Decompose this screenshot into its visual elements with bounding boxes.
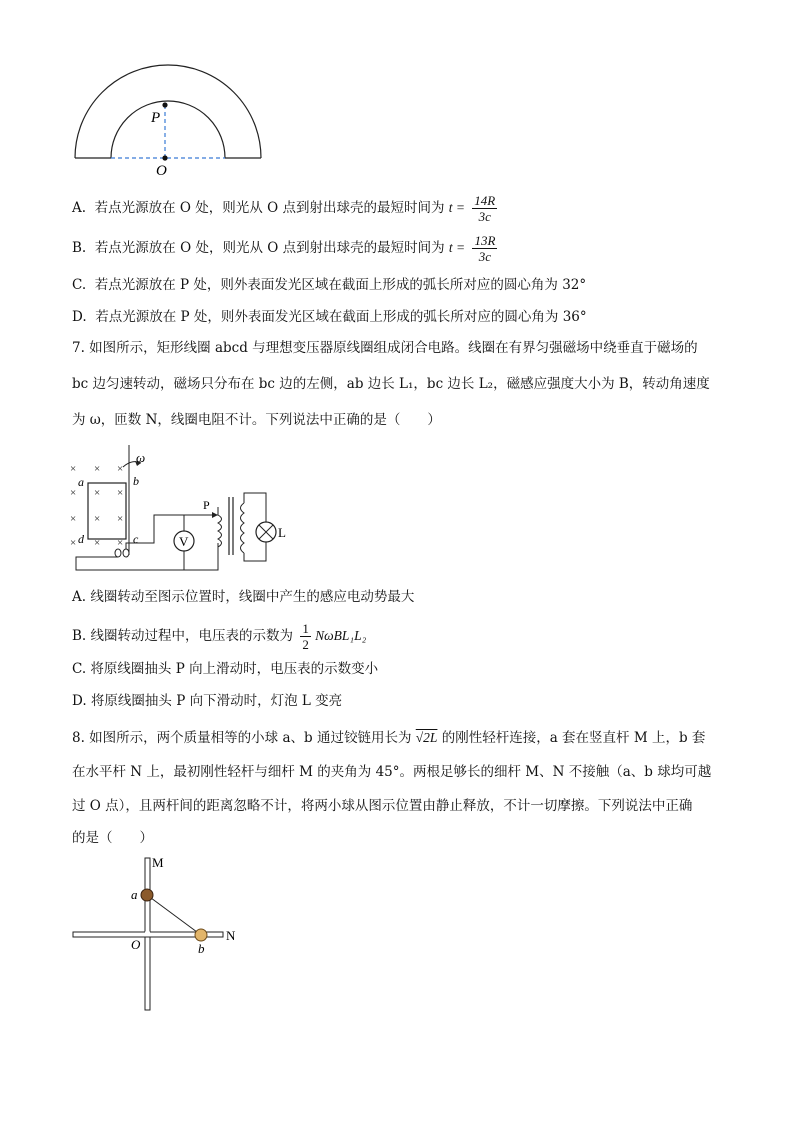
svg-text:O: O: [131, 937, 141, 952]
q6-option-a: A. 若点光源放在 O 处，则光从 O 点到射出球壳的最短时间为 t = $\frac{14R}{3c}$: [72, 193, 496, 224]
svg-text:L: L: [278, 525, 286, 540]
sqrt-2l: √2L: [415, 730, 438, 745]
svg-text:×: ×: [70, 463, 77, 475]
svg-text:b: b: [133, 474, 139, 488]
half-ring-figure: [70, 65, 270, 180]
svg-text:×: ×: [117, 537, 124, 549]
q8-stem-line4: 的是（ ）: [72, 830, 153, 846]
q7-stem-line1: 7. 如图所示，矩形线圈 abcd 与理想变压器原线圈组成闭合电路。线圈在有界匀强磁场中绕垂直于磁场的: [72, 340, 698, 356]
svg-text:P: P: [203, 498, 210, 512]
svg-text:ω: ω: [136, 450, 146, 465]
svg-text:a: a: [131, 887, 138, 902]
q8-stem-line3: 过 O 点），且两杆间的距离忽略不计，将两小球从图示位置由静止释放，不计一切摩擦。下列说法中正确: [72, 798, 693, 814]
svg-text:b: b: [198, 941, 205, 956]
label-o: O: [156, 163, 167, 179]
svg-text:×: ×: [117, 463, 124, 475]
point-o: [162, 155, 167, 160]
coil-transformer-circuit: [66, 445, 296, 575]
fraction: $\frac{1}{2}$: [302, 621, 309, 652]
svg-text:×: ×: [70, 513, 77, 525]
svg-text:V: V: [179, 534, 189, 549]
svg-text:×: ×: [94, 463, 101, 475]
label-p: P: [151, 110, 161, 126]
svg-text:×: ×: [117, 513, 124, 525]
fraction: $\frac{14R}{3c}$: [474, 193, 496, 224]
q6-option-b: B. 若点光源放在 O 处，则光从 O 点到射出球壳的最短时间为 t = $\frac{13R}{3c}$: [72, 233, 496, 264]
q7-stem-line3: 为 ω，匝数 N，线圈电阻不计。下列说法中正确的是（ ）: [72, 412, 441, 428]
svg-text:×: ×: [70, 487, 77, 499]
svg-text:×: ×: [94, 487, 101, 499]
svg-text:d: d: [78, 532, 84, 546]
svg-text:N: N: [226, 928, 236, 943]
q7-option-b: B. 线圈转动过程中，电压表的示数为 $\frac{1}{2}$ NωBL₁L₂: [72, 621, 367, 652]
q7-option-c: C. 将原线圈抽头 P 向上滑动时，电压表的示数变小: [72, 661, 379, 677]
q6-option-d: D. 若点光源放在 P 处，则外表面发光区域在截面上形成的弧长所对应的圆心角为 36°: [72, 309, 587, 325]
q8-stem-line1: 8. 如图所示，两个质量相等的小球 a、b 通过铰链用长为 √2L 的刚性轻杆连接，a 套在竖直杆 M 上，b 套: [72, 730, 706, 746]
q7-stem-line2: bc 边匀速转动，磁场只分布在 bc 边的左侧，ab 边长 L₁，bc 边长 L₂，磁感应强度大小为 B，转动角速度: [72, 376, 710, 392]
point-p: [162, 102, 167, 107]
svg-text:a: a: [78, 475, 84, 489]
svg-text:c: c: [133, 532, 139, 546]
svg-text:×: ×: [94, 537, 101, 549]
fraction: $\frac{13R}{3c}$: [474, 233, 496, 264]
q7-option-d: D. 将原线圈抽头 P 向下滑动时，灯泡 L 变亮: [72, 693, 343, 709]
svg-text:×: ×: [94, 513, 101, 525]
ball-b: [195, 929, 207, 941]
ball-a: [141, 889, 153, 901]
svg-text:×: ×: [117, 487, 124, 499]
q8-stem-line2: 在水平杆 N 上，最初刚性轻杆与细杆 M 的夹角为 45°。两根足够长的细杆 M、N 不接触（a、b 球均可越: [72, 764, 712, 780]
svg-text:×: ×: [70, 537, 77, 549]
rods-balls-figure: [70, 855, 250, 1015]
svg-text:M: M: [152, 855, 164, 870]
q6-option-c: C. 若点光源放在 P 处，则外表面发光区域在截面上形成的弧长所对应的圆心角为 32°: [72, 277, 587, 293]
q7-option-a: A. 线圈转动至图示位置时，线圈中产生的感应电动势最大: [72, 589, 415, 605]
